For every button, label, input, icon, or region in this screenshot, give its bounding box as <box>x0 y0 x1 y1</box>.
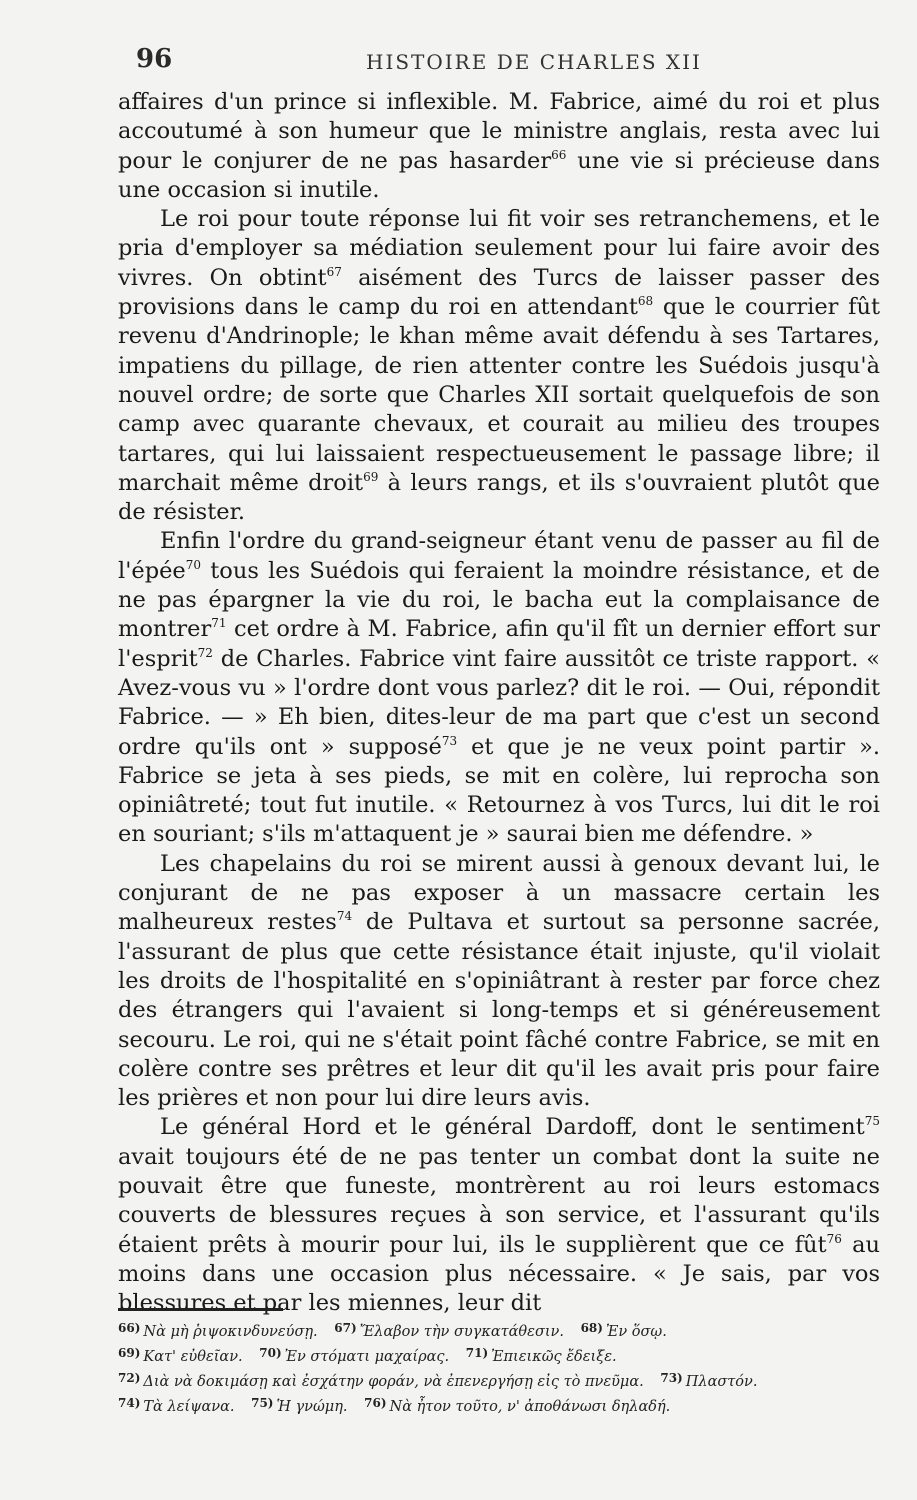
footnote: $^{72)}$ Διὰ νὰ δοκιμάσῃ καὶ ἐσχάτην φοράν, νὰ ἐπενεργήσῃ εἰς τὸ πνεῦμα. <box>118 1371 644 1390</box>
footnote-line <box>118 1318 880 1343</box>
footnote: $^{67)}$ Ἔλαβον τὴν συγκατάθεσιν. <box>334 1321 564 1340</box>
footnote-ref: 66 <box>551 147 567 162</box>
footnote-divider <box>118 1308 283 1311</box>
footnote-ref: 70 <box>185 557 202 572</box>
footnote: $^{71)}$ Ἐπιεικῶς ἔδειξε. <box>465 1346 617 1365</box>
footnotes <box>118 1318 880 1418</box>
footnote: $^{70)}$ Ἐν στόματι μαχαίρας. <box>259 1346 450 1365</box>
paragraph-4: Les chapelains du roi se mirent aussi à genoux devant lui, le conjurant de ne pas exposer à un massacre certain les malheureux restes$^{74}$ de Pultava et surtout sa personne sacrée, l'assurant de plus que cette résistance était injuste, qu'il violait les droits de l'hospitalité en s'opiniâtrant à rester par force chez des étrangers qui l'avaient si long-temps et si généreusement secouru. Le roi, qui ne s'était point fâché contre Fabrice, se mit en colère contre ses prêtres et leur dit qu'il les avait pris pour faire les prières et non pour lui dire leurs avis. <box>118 850 881 1112</box>
footnote-ref: 75 <box>864 1114 880 1129</box>
footnote-ref: 69 <box>363 469 379 484</box>
body-text <box>118 88 880 1318</box>
footnote: $^{76)}$ Νὰ ἦτον τοῦτο, ν' ἀποθάνωσι δηλαδή. <box>364 1396 671 1415</box>
footnote-ref: 74 <box>336 909 353 924</box>
paragraph-2: Le roi pour toute réponse lui fit voir ses retranchemens, et le pria d'employer sa médiation seulement pour lui faire avoir des vivres. On obtint$^{67}$ aisément des Turcs de laisser passer des provisions dans le camp du roi en attendant$^{68}$ que le courrier fût revenu d'Andrinople; le khan même avait défendu à ses Tartares, impatiens du pillage, de rien attenter contre les Suédois jusqu'à nouvel ordre; de sorte que Charles XII sortait quelquefois de son camp avec quarante chevaux, et courait au milieu des troupes tartares, qui lui laissaient respectueusement le passage libre; il marchait même droit$^{69}$ à leurs rangs, et ils s'ouvraient plutôt que de résister. <box>118 206 881 526</box>
running-title: HISTOIRE DE CHARLES XII <box>366 50 702 74</box>
page-number: 96 <box>136 44 173 74</box>
footnote-ref: 76 <box>826 1231 842 1246</box>
footnote-ref: 71 <box>211 616 227 631</box>
footnote: $^{74)}$ Τὰ λείψανα. <box>118 1396 235 1415</box>
footnote: $^{73)}$ Πλαστόν. <box>660 1371 758 1390</box>
footnote: $^{66)}$ Νὰ μὴ ῥιψοκινδυνεύσῃ. <box>118 1321 318 1340</box>
footnote-ref: 67 <box>326 264 342 279</box>
footnote-ref: 73 <box>441 733 458 748</box>
paragraph-5: Le général Hord et le général Dardoff, dont le sentiment$^{75}$ avait toujours été de ne pas tenter un combat dont la suite ne pouvait être que funeste, montrèrent au roi leurs estomacs couverts de blessures reçues à son service, et l'assurant qu'ils étaient prêts à mourir pour lui, ils le supplièrent que ce fût$^{76}$ au moins dans une occasion plus nécessaire. « Je sais, par vos blessures et par les miennes, leur dit <box>118 1114 880 1317</box>
footnote-ref: 72 <box>197 645 213 660</box>
page-header <box>136 44 877 80</box>
paragraph-3: Enfin l'ordre du grand-seigneur étant venu de passer au fil de l'épée$^{70}$ tous les Suédois qui feraient la moindre résistance, et de ne pas épargner la vie du roi, le bacha eut la complaisance de montrer$^{71}$ cet ordre à M. Fabrice, afin qu'il fît un dernier effort sur l'esprit$^{72}$ de Charles. Fabrice vint faire aussitôt ce triste rapport. « Avez-vous vu » l'ordre dont vous parlez? dit le roi. — Oui, répondit Fabrice. — » Eh bien, dites-leur de ma part que c'est un second ordre qu'ils ont » supposé$^{73}$ et que je ne veux point partir ». Fabrice se jeta à ses pieds, se mit en colère, lui reprocha son opiniâtreté; tout fut inutile. « Retournez à vos Turcs, lui dit le roi en souriant; s'ils m'attaquent je » saurai bien me défendre. » <box>118 528 880 848</box>
footnote-line <box>118 1343 880 1368</box>
footnote-ref: 68 <box>637 294 654 309</box>
footnote: $^{75)}$ Ἡ γνώμη. <box>251 1396 348 1415</box>
footnote-line <box>118 1368 880 1393</box>
footnote: $^{68)}$ Ἐν ὅσῳ. <box>580 1321 667 1340</box>
footnote: $^{69)}$ Κατ' εὐθεῖαν. <box>118 1346 243 1365</box>
footnote-line <box>118 1393 880 1418</box>
paragraph-1: affaires d'un prince si inflexible. M. Fabrice, aimé du roi et plus accoutumé à son humeur que le ministre anglais, resta avec lui pour le conjurer de ne pas hasarder$^{66}$ une vie si précieuse dans une occasion si inutile. <box>118 89 880 203</box>
